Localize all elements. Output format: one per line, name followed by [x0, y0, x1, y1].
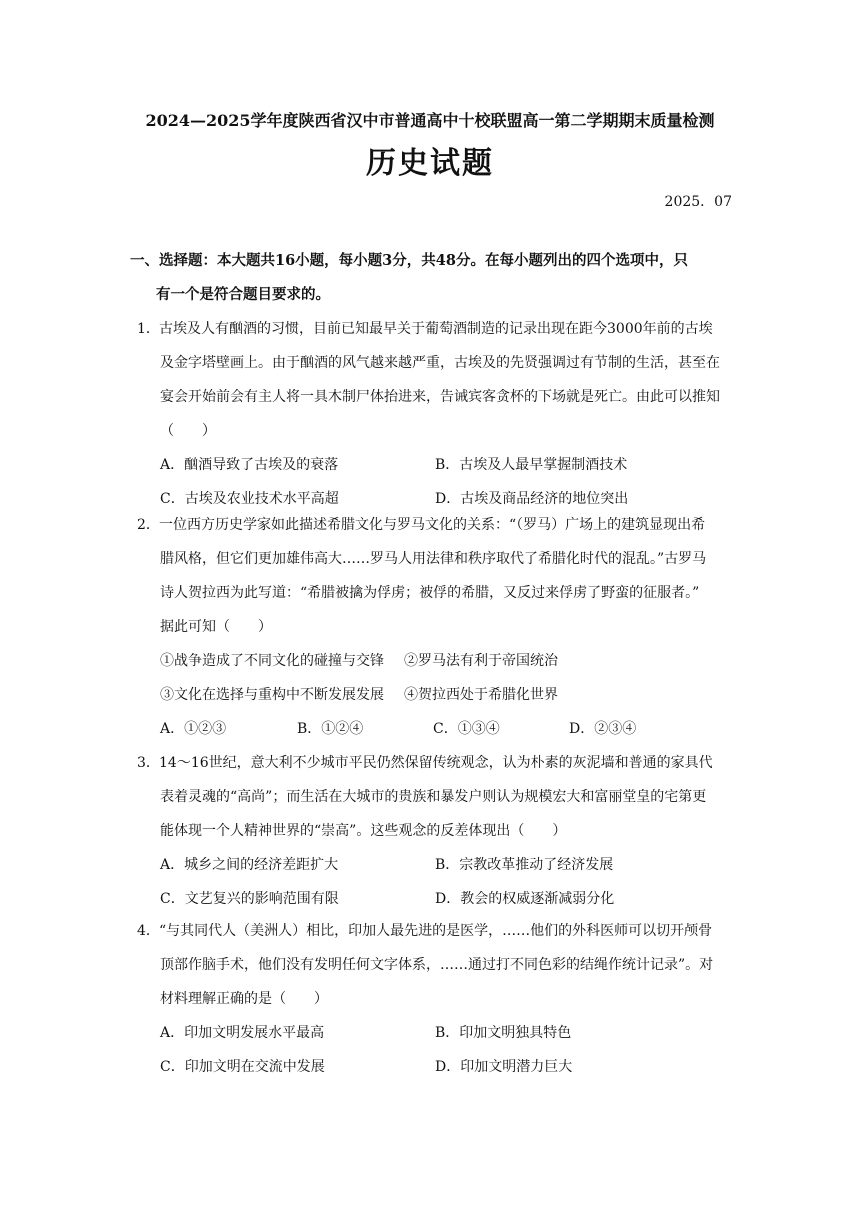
question-stem — [137, 312, 732, 448]
stem-line: 材料理解正确的是（ ） — [160, 991, 328, 1007]
question-4 — [137, 914, 732, 1084]
option-a[interactable]: A．①②③ — [160, 721, 227, 737]
option-a[interactable]: A．酗酒导致了古埃及的衰落 — [160, 457, 339, 473]
options-row — [137, 448, 732, 482]
question-stem — [137, 746, 732, 848]
question-number: 2． — [137, 517, 160, 533]
question-number: 1． — [137, 321, 160, 337]
stem-line: 14～16世纪，意大利不少城市平民仍然保留传统观念，认为朴素的灰泥墙和普通的家具代 — [159, 755, 713, 771]
stem-line: 宴会开始前会有主人将一具木制尸体抬进来，告诫宾客贪杯的下场就是死亡。由此可以推知 — [160, 389, 720, 405]
option-b[interactable]: B．①②④ — [297, 721, 364, 737]
option-d[interactable]: D．②③④ — [569, 721, 637, 737]
question-stem — [137, 914, 732, 1016]
option-b[interactable]: B．印加文明独具特色 — [435, 1025, 572, 1041]
question-1 — [137, 312, 732, 516]
section-heading-line-1: 一、选择题：本大题共16小题，每小题3分，共48分。在每小题列出的四个选项中，只 — [130, 252, 688, 269]
exam-header: 2024—2025学年度陕西省汉中市普通高中十校联盟高一第二学期期末质量检测 — [145, 111, 715, 130]
stem-line: 表着灵魂的“高尚”；而生活在大城市的贵族和暴发户则认为规模宏大和富丽堂皇的宅第更 — [160, 789, 707, 805]
question-number: 4． — [137, 923, 160, 939]
stem-line: 顶部作脑手术，他们没有发明任何文字体系，……通过打不同色彩的结绳作统计记录”。对 — [160, 957, 714, 973]
stem-line: 能体现一个人精神世界的“崇高”。这些观念的反差体现出（ ） — [160, 823, 567, 839]
statements-row — [137, 678, 732, 712]
statement: ①战争造成了不同文化的碰撞与交锋 — [160, 653, 384, 669]
statement: ②罗马法有利于帝国统治 — [404, 653, 558, 669]
question-2 — [137, 508, 732, 746]
options-row — [137, 712, 732, 746]
options-row — [137, 848, 732, 882]
option-d[interactable]: D．古埃及商品经济的地位突出 — [435, 491, 629, 507]
section-heading — [130, 244, 730, 312]
options-row — [137, 882, 732, 916]
option-c[interactable]: C．印加文明在交流中发展 — [160, 1059, 325, 1075]
stem-line: 古埃及人有酗酒的习惯，目前已知最早关于葡萄酒制造的记录出现在距今3000年前的古埃 — [159, 321, 713, 337]
stem-line: 腊风格，但它们更加雄伟高大……罗马人用法律和秩序取代了希腊化时代的混乱。”古罗马 — [160, 551, 707, 567]
options-row — [137, 1016, 732, 1050]
statement: ③文化在选择与重构中不断发展发展 — [160, 687, 384, 703]
stem-line: 据此可知（ ） — [160, 619, 272, 635]
stem-line: （ ） — [160, 423, 216, 439]
option-d[interactable]: D．教会的权威逐渐减弱分化 — [435, 891, 615, 907]
stem-line: 及金字塔壁画上。由于酗酒的风气越来越严重，古埃及的先贤强调过有节制的生活，甚至在 — [160, 355, 720, 371]
option-d[interactable]: D．印加文明潜力巨大 — [435, 1059, 573, 1075]
section-heading-line-2: 有一个是符合题目要求的。 — [156, 286, 330, 303]
option-b[interactable]: B．宗教改革推动了经济发展 — [435, 857, 614, 873]
option-a[interactable]: A．印加文明发展水平最高 — [160, 1025, 325, 1041]
options-row — [137, 1050, 732, 1084]
question-stem — [137, 508, 732, 644]
option-c[interactable]: C．古埃及农业技术水平高超 — [160, 491, 339, 507]
option-b[interactable]: B．古埃及人最早掌握制酒技术 — [435, 457, 628, 473]
stem-line: 一位西方历史学家如此描述希腊文化与罗马文化的关系：“（罗马）广场上的建筑显现出希 — [159, 517, 706, 533]
stem-line: “与其同代人（美洲人）相比，印加人最先进的是医学，……他们的外科医师可以切开颅骨 — [159, 923, 713, 939]
option-c[interactable]: C．①③④ — [433, 721, 500, 737]
statement: ④贺拉西处于希腊化世界 — [404, 687, 558, 703]
option-a[interactable]: A．城乡之间的经济差距扩大 — [160, 857, 339, 873]
stem-line: 诗人贺拉西为此写道：“希腊被擒为俘虏；被俘的希腊，又反过来俘虏了野蛮的征服者。” — [160, 585, 700, 601]
exam-date: 2025．07 — [664, 194, 732, 210]
option-c[interactable]: C．文艺复兴的影响范围有限 — [160, 891, 339, 907]
question-number: 3． — [137, 755, 160, 771]
page-title: 历史试题 — [366, 146, 494, 181]
question-3 — [137, 746, 732, 916]
statements-row — [137, 644, 732, 678]
